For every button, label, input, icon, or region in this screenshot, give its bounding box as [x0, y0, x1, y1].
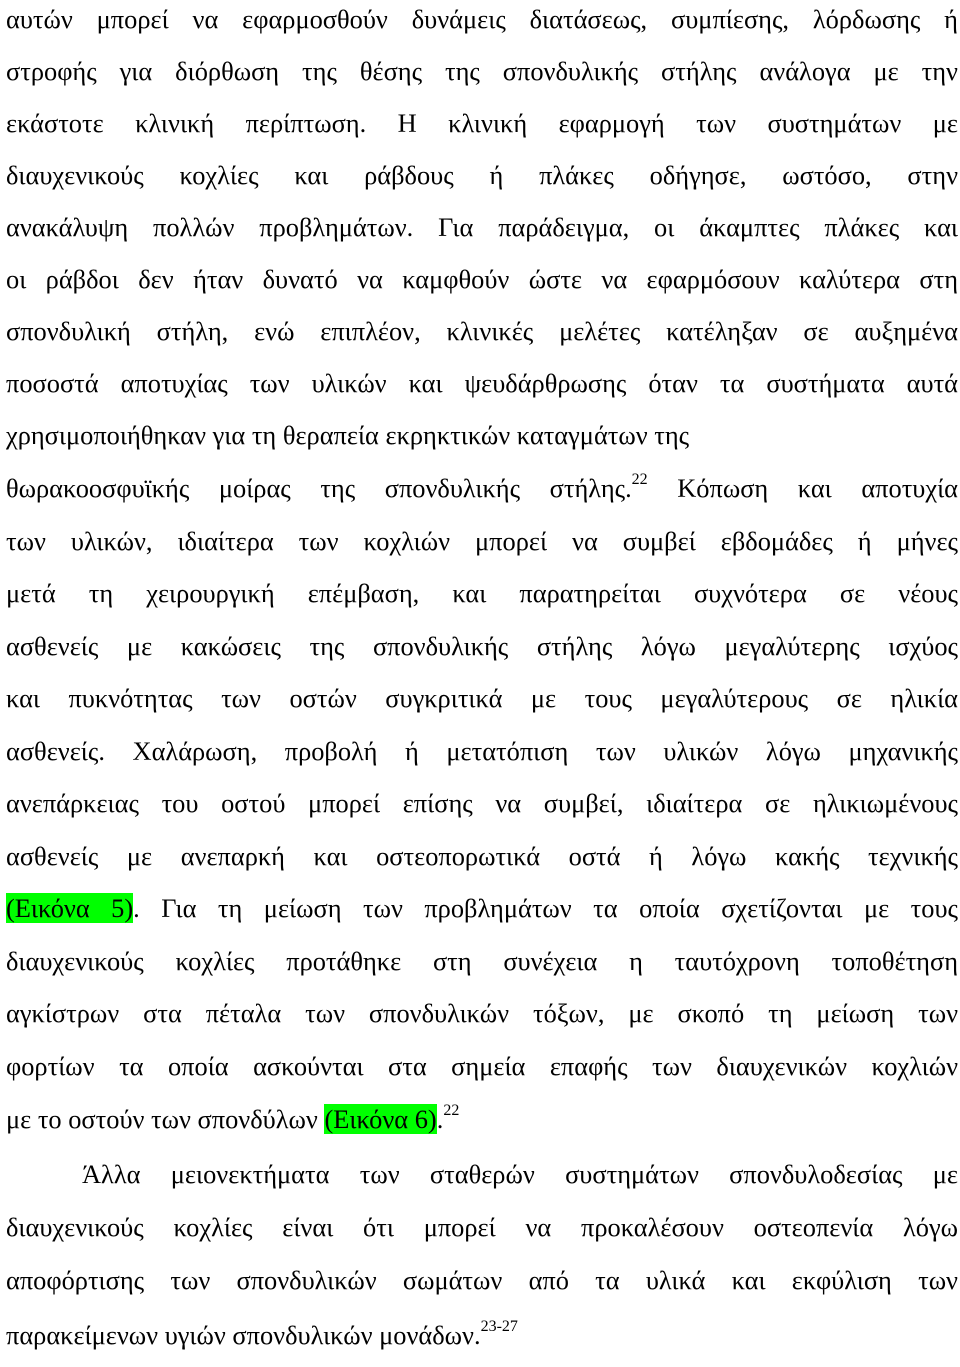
text-line: οι ράβδοι δεν ήταν δυνατό να καμφθούν ώστε να εφαρμόσουν καλύτερα στη	[6, 264, 958, 294]
figure-link-image-6[interactable]: (Εικόνα 6)	[324, 1104, 437, 1134]
text-line: των υλικών, ιδιαίτερα των κοχλιών μπορεί να συμβεί εβδομάδες ή μήνες	[6, 526, 958, 556]
text-line: σπονδυλική στήλη, ενώ επιπλέον, κλινικές μελέτες κατέληξαν σε αυξημένα	[6, 316, 958, 346]
figure-link-image-5[interactable]: (Εικόνα 5)	[6, 893, 134, 923]
document-page	[6, 0, 958, 1367]
text-span: θωρακοοσφυϊκής μοίρας της σπονδυλικής στήλης.	[6, 473, 632, 503]
text-line	[6, 1320, 518, 1350]
text-line: ανακάλυψη πολλών προβλημάτων. Για παράδειγμα, οι άκαμπτες πλάκες και	[6, 212, 958, 242]
text-line: ανεπάρκειας του οστού μπορεί επίσης να συμβεί, ιδιαίτερα σε ηλικιωμένους	[6, 788, 958, 818]
text-line: μετά τη χειρουργική επέμβαση, και παρατηρείται συχνότερα σε νέους	[6, 578, 958, 608]
text-line: ασθενείς με κακώσεις της σπονδυλικής στήλης λόγω μεγαλύτερης ισχύος	[6, 631, 958, 661]
text-line: αποφόρτισης των σπονδυλικών σωμάτων από τα υλικά και εκφύλιση των	[6, 1265, 958, 1295]
text-span: με το οστούν των σπονδύλων	[6, 1104, 325, 1134]
text-line: αγκίστρων στα πέταλα των σπονδυλικών τόξων, με σκοπό τη μείωση των	[6, 998, 958, 1028]
text-line	[6, 893, 958, 923]
text-line: διαυχενικούς κοχλίες είναι ότι μπορεί να προκαλέσουν οστεοπενία λόγω	[6, 1212, 958, 1242]
text-line: διαυχενικούς κοχλίες και ράβδους ή πλάκες οδήγησε, ωστόσο, στην	[6, 160, 958, 190]
text-span: παρακείμενων υγιών σπονδυλικών μονάδων.	[6, 1320, 481, 1350]
citation-ref: 22	[631, 471, 648, 488]
text-span: Κόπωση και αποτυχία	[647, 473, 959, 503]
citation-ref: 22	[443, 1102, 460, 1119]
text-line	[6, 1104, 459, 1134]
text-line: χρησιμοποιήθηκαν για τη θεραπεία εκρηκτικών καταγμάτων της	[6, 420, 690, 450]
text-line: φορτίων τα οποία ασκούνται στα σημεία επαφής των διαυχενικών κοχλιών	[6, 1051, 958, 1081]
text-line: ποσοστά αποτυχίας των υλικών και ψευδάρθρωσης όταν τα συστήματα αυτά	[6, 368, 958, 398]
text-line: ασθενείς με ανεπαρκή και οστεοπορωτικά οστά ή λόγω κακής τεχνικής	[6, 841, 958, 871]
text-line	[6, 473, 958, 503]
text-line: και πυκνότητας των οστών συγκριτικά με τους μεγαλύτερους σε ηλικία	[6, 683, 958, 713]
paragraph-first-line: Άλλα μειονεκτήματα των σταθερών συστημάτων σπονδυλοδεσίας με	[82, 1159, 958, 1189]
citation-ref: 23-27	[480, 1318, 518, 1335]
text-line: αυτών μπορεί να εφαρμοσθούν δυνάμεις διατάσεως, συμπίεσης, λόρδωσης ή	[6, 4, 958, 34]
text-line: διαυχενικούς κοχλίες προτάθηκε στη συνέχεια η ταυτόχρονη τοποθέτηση	[6, 946, 958, 976]
text-line: στροφής για διόρθωση της θέσης της σπονδυλικής στήλης ανάλογα με την	[6, 56, 958, 86]
text-line: εκάστοτε κλινική περίπτωση. Η κλινική εφαρμογή των συστημάτων με	[6, 108, 958, 138]
text-line: ασθενείς. Χαλάρωση, προβολή ή μετατόπιση των υλικών λόγω μηχανικής	[6, 736, 958, 766]
text-span: . Για τη μείωση των προβλημάτων τα οποία σχετίζονται με τους	[133, 893, 959, 923]
text-span: .	[436, 1104, 444, 1134]
